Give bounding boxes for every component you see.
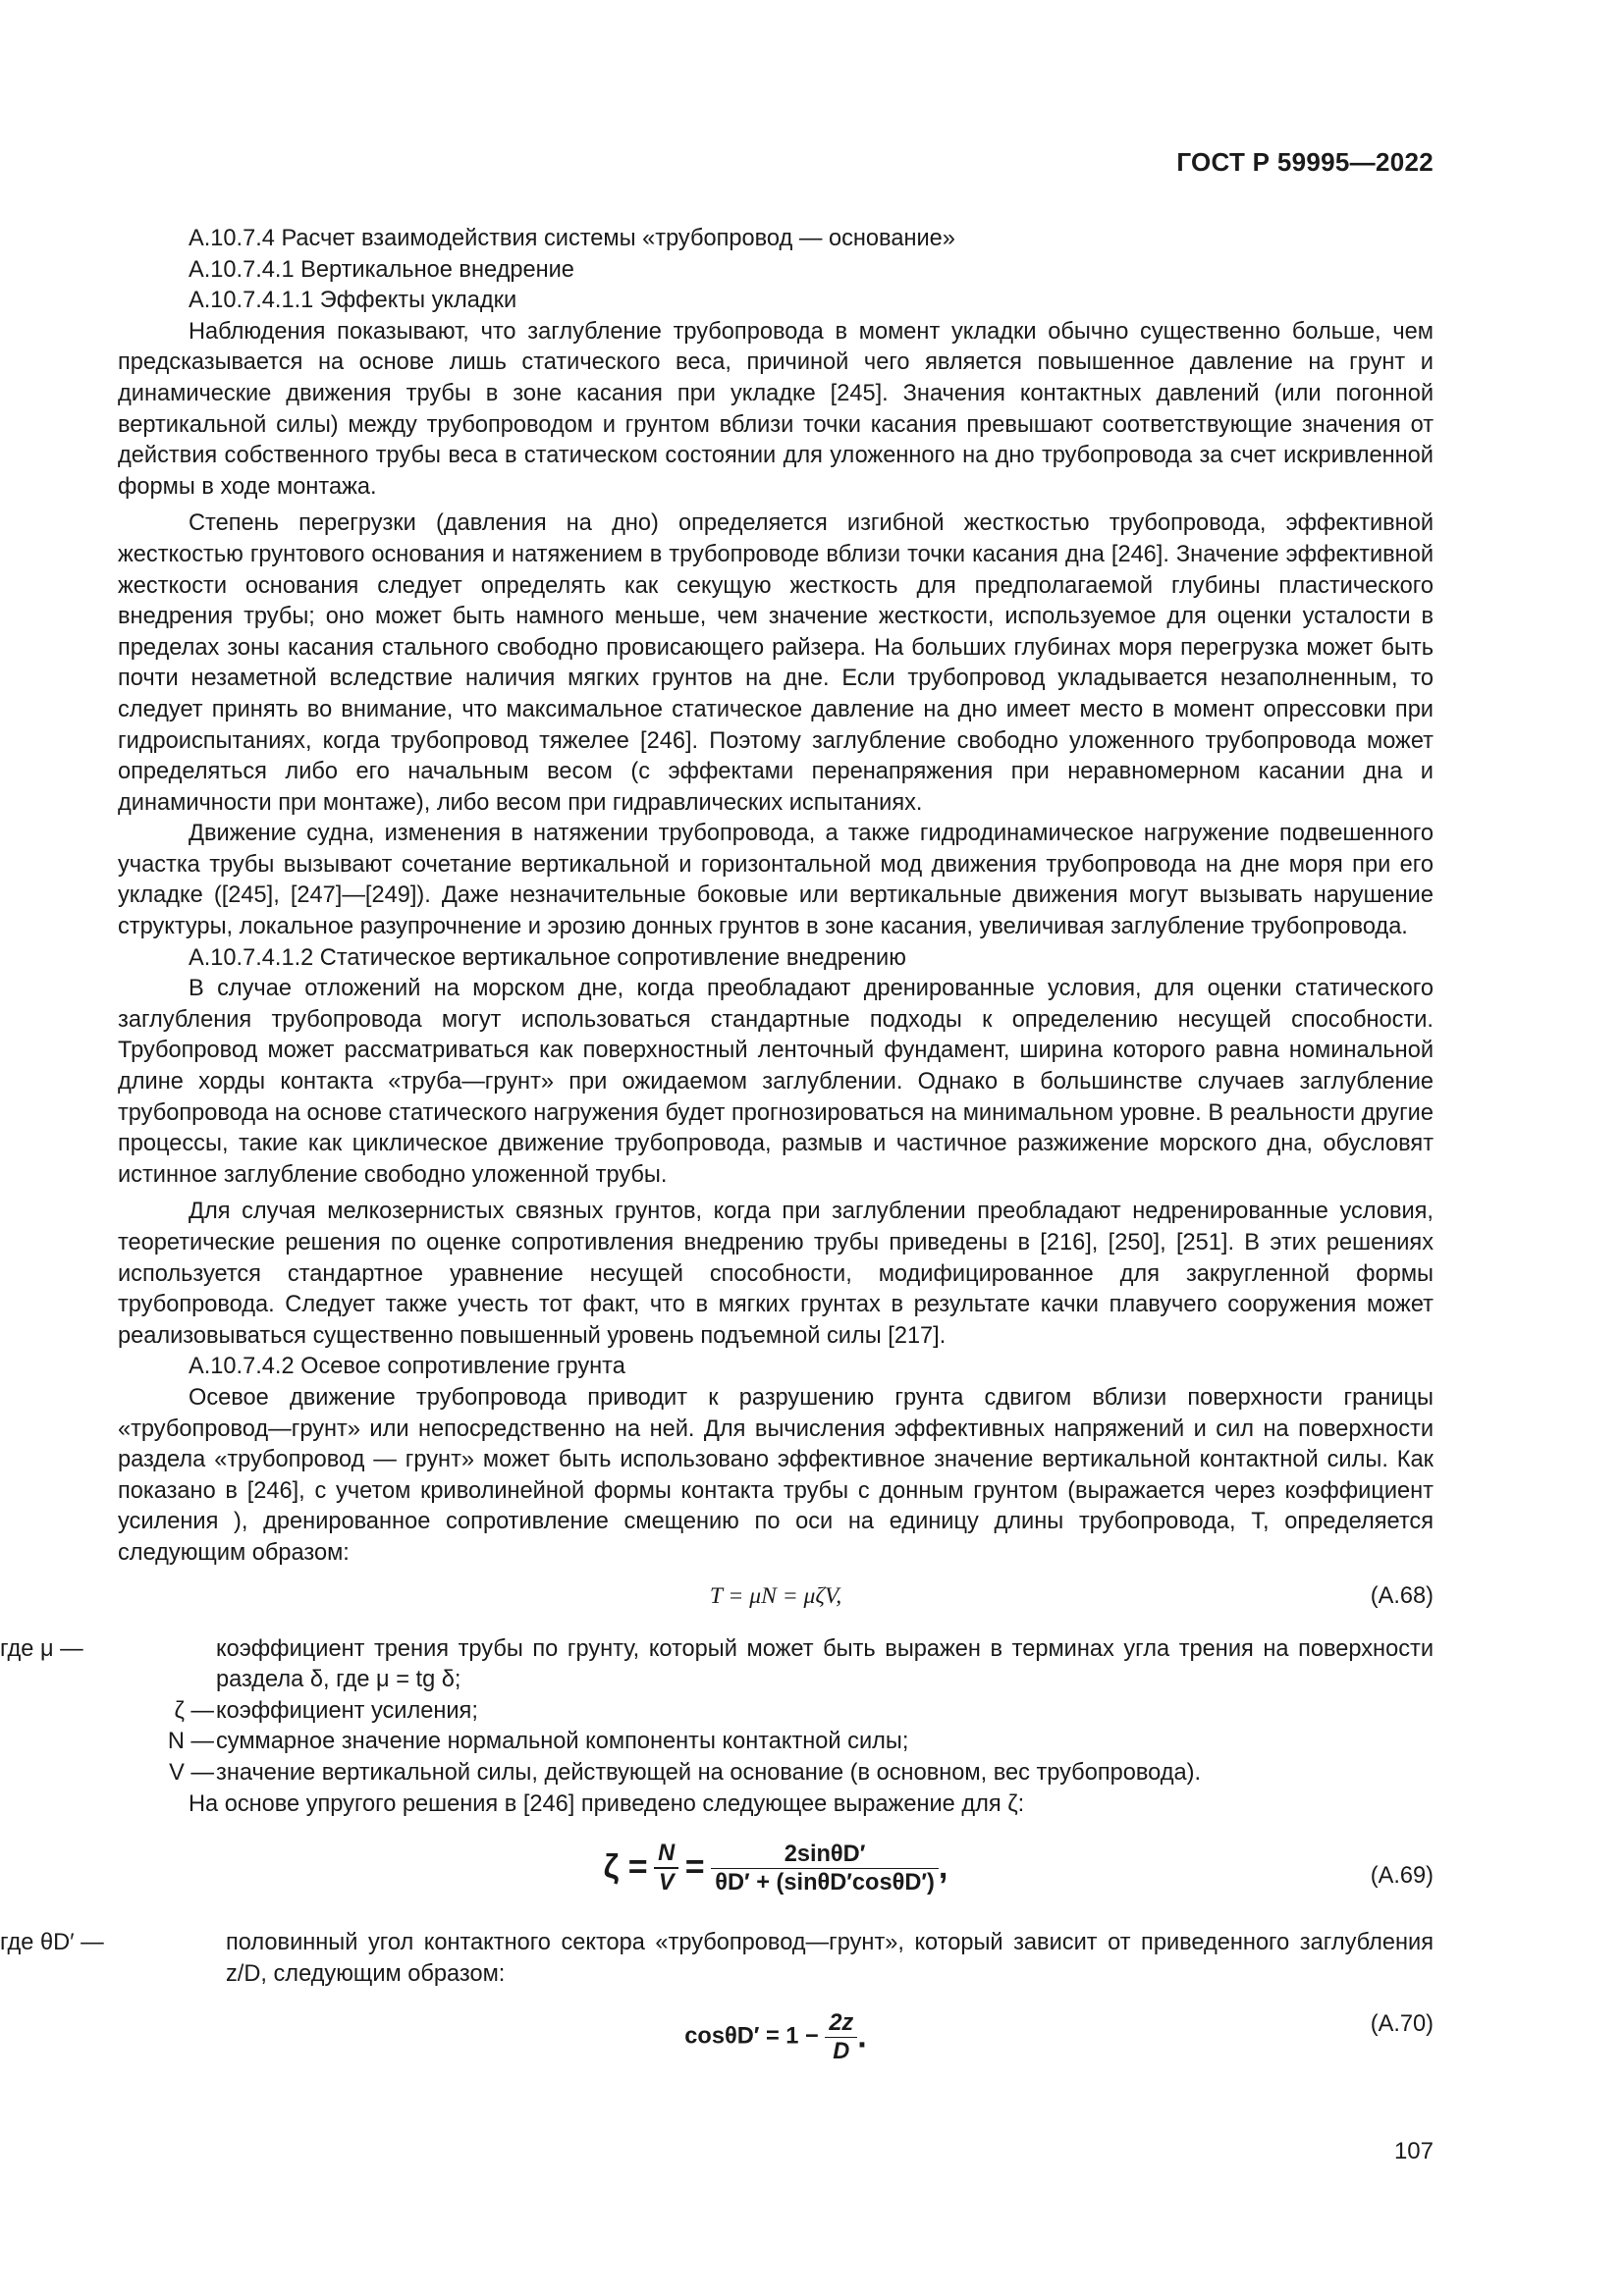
section-heading-a10-7-4-2: А.10.7.4.2 Осевое сопротивление грунта xyxy=(189,1354,625,1380)
where-item-mu: где μ — коэффициент трения трубы по грунту, который может быть выражен в терминах угла трения на поверхности раздела δ, где μ = tg δ; xyxy=(0,1635,1434,1693)
where-item-theta: где θD′ — половинный угол контактного сектора «трубопровод—грунт», который зависит от приведенного заглубления z/D, следующим образом: xyxy=(0,1930,1434,1987)
where-item-v: V — значение вертикальной силы, действующей на основание (в основном, вес трубопровода). xyxy=(169,1759,1202,1786)
equation-a69-fraction-nv: $\frac{N}{V}$ xyxy=(654,1840,678,1896)
where-list-2 xyxy=(0,1928,1434,1990)
document-header: ГОСТ Р 59995—2022 xyxy=(1176,147,1434,177)
paragraph-axial-resistance: Осевое движение трубопровода приводит к разрушению грунта сдвигом вблизи поверхности границы «трубопровод—грунт» или непосредственно на ней. Для вычисления эффективных напряжений и сил на поверхности раздела «трубопровод — грунт» может быть использовано эффективное значение вертикальной контактной силы. Как показано в [246], с учетом криволинейной формы контакта трубы с донным грунтом (выражается через коэффициент усиления ), дренированное сопротивление смещению по оси на единицу длины трубопровода, T, определяется следующим образом: xyxy=(118,1384,1434,1566)
equation-a70-fraction: $\frac{2z}{D}$ xyxy=(825,2009,857,2065)
equation-a69-expr: ζ = $\frac{N}{V}$ = $\frac{2\sin\theta D'}{\theta D' + (\sin\theta D'\cos\theta D')}$ , xyxy=(603,1841,948,1896)
section-heading-a10-7-4: А.10.7.4 Расчет взаимодействия системы «трубопровод — основание» xyxy=(189,226,955,251)
paragraph-vessel-motion: Движение судна, изменения в натяжении трубопровода, а также гидродинамическое нагружение подвешенного участка трубы вызывают сочетание вертикальной и горизонтальной мод движения трубопровода на дне моря при его укладке ([245], [247]—[249]). Даже незначительные боковые или вертикальные движения могут вызывать нарушение структуры, локальное разупрочнение и эрозию донных грунтов в зоне касания, увеличивая заглубление трубопровода. xyxy=(118,821,1434,940)
equation-a70 xyxy=(118,2009,1434,2078)
where-item-zeta: ζ — коэффициент усиления; xyxy=(174,1697,478,1724)
equation-a69-number: (А.69) xyxy=(1370,1863,1434,1890)
page-number: 107 xyxy=(1393,2138,1434,2164)
paragraph-elastic-solution: На основе упругого решения в [246] приведено следующее выражение для ζ: xyxy=(189,1790,1025,1817)
equation-a68-expr: T = μN = μζV, xyxy=(709,1582,842,1609)
section-heading-a10-7-4-1-2: А.10.7.4.1.2 Статическое вертикальное сопротивление внедрению xyxy=(189,944,906,971)
where-list-1 xyxy=(0,1634,1434,1789)
section-heading-a10-7-4-1-1: А.10.7.4.1.1 Эффекты укладки xyxy=(189,288,517,314)
equation-a70-number: (А.70) xyxy=(1370,2011,1434,2038)
equation-a69 xyxy=(118,1840,1434,1908)
paragraph-drained-conditions: В случае отложений на морском дне, когда преобладают дренированные условия, для оценки статического заглубления трубопровода могут использоваться стандартные подходы к определению несущей способности. Трубопровод может рассматриваться как поверхностный ленточный фундамент, ширина которого равна номинальной длине хорды контакта «труба—грунт» при ожидаемом заглублении. Однако в большинстве случаев заглубление трубопровода на основе статического нагружения будет прогнозироваться на минимальном уровне. В реальности другие процессы, такие как циклическое движение трубопровода, размыв и частичное разжижение морского дна, обусловят истинное заглубление свободно уложенной трубы. xyxy=(118,976,1434,1188)
paragraph-cohesive-soils: Для случая мелкозернистых связных грунтов, когда при заглублении преобладают недренированные условия, теоретические решения по оценке сопротивления внедрению трубы приведены в [216], [250], [251]. В этих решениях используется стандартное уравнение несущей способности, модифицированное для закругленной формы трубопровода. Следует также учесть тот факт, что в мягких грунтах в результате качки плавучего сооружения может реализовываться существенно повышенный уровень подъемной силы [217]. xyxy=(118,1199,1434,1349)
paragraph-overload: Степень перегрузки (давления на дно) определяется изгибной жесткостью трубопровода, эффективной жесткостью грунтового основания и натяжением в трубопроводе вблизи точки касания дна [246]. Значение эффективной жесткости основания следует определять как секущую жесткость для предполагаемой глубины пластического внедрения трубы; оно может быть намного меньше, чем значение жесткости, используемое для оценки усталости в пределах зоны касания стального свободно провисающего райзера. На больших глубинах моря перегрузка может быть почти незаметной вследствие наличия мягких грунтов на дне. Если трубопровод укладывается незаполненным, то следует принять во внимание, что максимальное статическое давление на дно имеет место в момент опрессовки при гидроиспытаниях, когда трубопровод тяжелее [246]. Поэтому заглубление свободно уложенного трубопровода может определяться либо его начальным весом (с эффектами перенапряжения при неравномерном касании дна и динамичности при монтаже), либо весом при гидравлических испытаниях. xyxy=(118,510,1434,816)
equation-a70-expr: cosθD′ = 1 − $\frac{2z}{D}$ . xyxy=(684,2010,867,2065)
equation-a69-fraction-main: $\frac{2\sin\theta D'}{\theta D' + (\sin\theta D'\cos\theta D')}$ xyxy=(711,1841,939,1896)
paragraph-laying-effects: Наблюдения показывают, что заглубление трубопровода в момент укладки обычно существенно больше, чем предсказывается на основе лишь статического веса, причиной чего является повышенное давление на грунт и динамические движения трубы в зоне касания при укладке [245]. Значения контактных давлений (или погонной вертикальной силы) между трубопроводом и грунтом вблизи точки касания превышают соответствующие значения от действия собственного трубы веса в статическом состоянии для уложенного на дно трубопровода за счет искривленной формы в ходе монтажа. xyxy=(118,318,1434,500)
equation-a68 xyxy=(118,1581,1434,1621)
document-body xyxy=(0,224,1434,2098)
section-heading-a10-7-4-1: А.10.7.4.1 Вертикальное внедрение xyxy=(189,256,574,283)
where-item-n: N — суммарное значение нормальной компоненты контактной силы; xyxy=(167,1729,909,1755)
equation-a68-number: (А.68) xyxy=(1370,1582,1434,1609)
